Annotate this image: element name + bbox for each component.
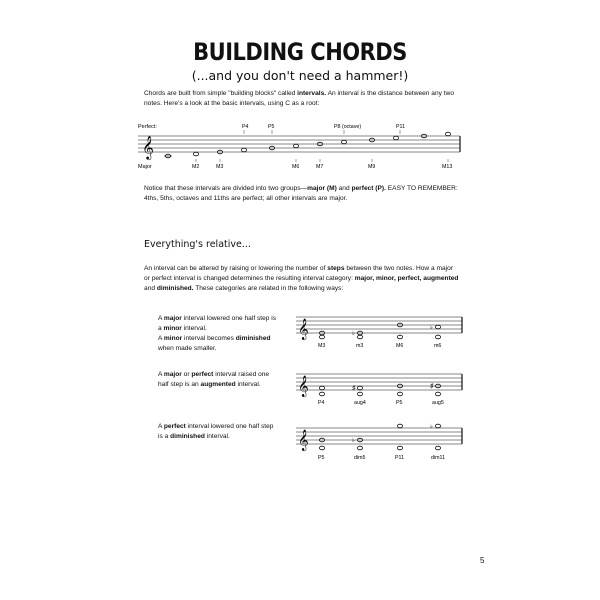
relative-text-3: These categories are related in the following ways:	[195, 285, 344, 292]
rule-augmented-staff	[296, 368, 466, 408]
interval-label: M6	[396, 343, 404, 349]
intro-paragraph	[144, 89, 460, 109]
notice-remember-text: EASY TO REMEMBER: 4ths, 5ths, octaves and 11ths are perfect; all other intervals are major.	[144, 185, 458, 202]
relative-text-2: between the two notes. How a major or perfect interval is changed determines the resulting interval category:	[144, 265, 454, 282]
interval-label: M7	[316, 164, 324, 170]
intro-text-rest: An interval is the distance between any two notes. Here's a look at the basic intervals, using C as a root:	[144, 90, 455, 107]
treble-clef-icon: 𝄞	[142, 137, 154, 159]
rule-major-minor-text: A major interval lowered one half step is a minor interval. A minor interval becomes diminished when made smaller.	[158, 315, 277, 352]
notice-paragraph	[144, 184, 460, 204]
page-number: 5	[480, 556, 485, 565]
interval-label: M6	[292, 164, 300, 170]
diminished-bold: diminished.	[156, 285, 194, 292]
flat-icon: ♭	[430, 424, 433, 430]
treble-clef-icon: 𝄞	[298, 430, 309, 450]
page-title: BUILDING CHORDS	[193, 38, 407, 66]
intro-bold-intervals: intervals.	[297, 90, 327, 97]
section-heading: Everything's relative...	[144, 239, 251, 250]
interval-label: M3	[318, 343, 326, 349]
interval-label: M2	[192, 164, 200, 170]
flat-icon: ♭	[430, 325, 433, 331]
major-row-label: Major	[138, 164, 152, 170]
interval-label: aug4	[354, 400, 366, 406]
label-tick-marks	[196, 130, 448, 162]
interval-label: m6	[434, 343, 442, 349]
interval-label: P5	[318, 455, 325, 461]
treble-clef-icon: 𝄞	[298, 376, 309, 396]
interval-label: P5	[268, 124, 275, 130]
interval-label: dim11	[431, 455, 446, 461]
book-page	[100, 28, 500, 573]
interval-label: aug5	[432, 400, 444, 406]
interval-label: P11	[395, 455, 405, 461]
major-bold: major (M)	[307, 185, 337, 192]
interval-label: P4	[318, 400, 325, 406]
interval-label: P11	[396, 124, 406, 130]
sharp-icon: ♯	[352, 385, 356, 392]
interval-label: dim5	[354, 455, 366, 461]
treble-clef-icon: 𝄞	[298, 319, 309, 339]
interval-label: P4	[242, 124, 249, 130]
interval-label: M3	[216, 164, 224, 170]
interval-label: P8 (octave)	[334, 124, 362, 130]
perfect-bold: perfect (P).	[351, 185, 386, 192]
notice-and: and	[338, 185, 350, 192]
steps-bold: steps	[327, 265, 345, 272]
perfect-row-label: Perfect:	[138, 124, 157, 130]
flat-icon: ♭	[352, 438, 355, 444]
intro-text: Chords are built from simple "building blocks" called	[144, 90, 296, 97]
rule-diminished-staff	[296, 420, 466, 462]
staff-lines	[138, 136, 460, 152]
rule-augmented-text: A major or perfect interval raised one half step is an augmented interval.	[158, 371, 270, 388]
categories-bold: major, minor, perfect, augmented	[354, 275, 459, 282]
major-interval-labels	[192, 164, 452, 170]
relative-paragraph	[144, 264, 460, 294]
interval-label: M13	[442, 164, 453, 170]
relative-and: and	[144, 285, 156, 292]
interval-label: M9	[368, 164, 376, 170]
interval-label: m3	[356, 343, 364, 349]
interval-label: P5	[396, 400, 403, 406]
flat-icon: ♭	[352, 331, 355, 337]
perfect-interval-labels	[242, 124, 405, 130]
relative-text: An interval can be altered by raising or lowering the number of	[144, 265, 326, 272]
page-subtitle: (...and you don't need a hammer!)	[191, 68, 409, 83]
basic-intervals-staff	[138, 120, 468, 176]
rule-major-minor-staff	[296, 311, 466, 351]
notice-text: Notice that these intervals are divided into two groups—	[144, 185, 308, 192]
sharp-icon: ♯	[430, 383, 434, 390]
rule-diminished-text: A perfect interval lowered one half step is a diminished interval.	[158, 423, 274, 440]
